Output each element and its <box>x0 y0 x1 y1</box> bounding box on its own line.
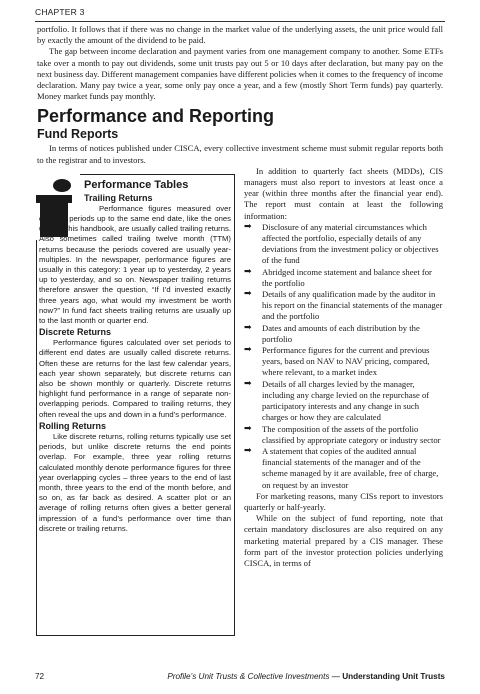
list-item: ➡ Details of all charges levied by the manager, including any charge levied on the repurchase of participatory interests and any change in such charges or how they are calculated <box>244 378 430 423</box>
arrow-bullet-icon: ➡ <box>244 266 252 277</box>
performance-tables-sidebar <box>36 174 235 636</box>
intro-paragraph-2: The gap between income declaration and payment varies from one management company to another. Some ETFs take over a month to pay out dividends, some unit trusts pay out 5 or 10 days after declaration, but many pay on the next business day. Different management companies have different policies when it comes to the frequency of income declaration. Many pay twice a year, some only pay once a year, and a few (mostly Short Term funds) pay quarterly. Money market funds pay monthly. <box>37 46 443 102</box>
intro-paragraph-1: portfolio. It follows that if there was no change in the market value of the underlying assets, the unit price would fall by exactly the amount of the dividend to be paid. <box>37 24 443 46</box>
list-item: ➡ Dates and amounts of each distribution by the portfolio <box>244 322 420 344</box>
sidebar-heading-rolling: Rolling Returns <box>39 420 106 431</box>
arrow-bullet-icon: ➡ <box>244 423 252 434</box>
page-number: 72 <box>35 672 45 681</box>
arrow-bullet-icon: ➡ <box>244 345 252 356</box>
arrow-bullet-icon: ➡ <box>244 322 252 333</box>
page-content <box>37 24 443 636</box>
list-item: ➡ Abridged income statement and balance sheet for the portfolio <box>244 266 432 288</box>
book-title: Profile’s Unit Trusts & Collective Investments — Understanding Unit Trusts <box>167 672 445 681</box>
list-item: ➡ A statement that copies of the audited annual financial statements of the manager and of the scheme managed by it are available, free of charge, on request by an investor <box>244 445 439 490</box>
arrow-bullet-icon: ➡ <box>244 445 252 456</box>
list-item: ➡ Details of any qualification made by the auditor in his report on the financial statements of the manager and the portfolio <box>244 289 443 322</box>
sidebar-text-rolling: Like discrete returns, rolling returns typically use set periods, but unlike discrete returns the end points overlap. For example, three year rolling returns calculated monthly denote performance figures for three year overlapping cycles – three years to the end of last month, three years to the end of the month before, and so on, as far back as desired. A scatter plot or an average of rolling returns often gives a better general impression of a fund’s performance over time than discrete or trailing returns. <box>39 431 231 533</box>
list-item: ➡ The composition of the assets of the portfolio classified by appropriate category or industry sector <box>244 423 441 445</box>
sidebar-text-trailing: Performance figures measured over different periods up to the same end date, like the ones used in this handbook, are usually called trailing returns. Also sometimes called trailing twelve month (TTM) returns because the periods covered are usually year-multiples. In the newspaper, performance figures are usually in this category: 1 year up to yesterday, 2 years up to yesterday, and so on. Newspaper trailing returns therefore answer the question, “If I’d invested exactly three years ago, what would my investment be worth now?” In fund fact sheets trailing returns are usually up to the last month or quarter end. <box>39 203 231 326</box>
report-requirements-list <box>244 222 443 491</box>
disclosure-paragraph: While on the subject of fund reporting, note that certain mandatory disclosures are also required on any marketing material prepared by a CIS manager. These form part of the investor protection policies underlying CISCA, in terms of <box>244 513 443 568</box>
arrow-bullet-icon: ➡ <box>244 221 252 232</box>
section-lead: In terms of notices published under CISCA, every collective investment scheme must submit regular reports both to the registrar and to investors. <box>37 143 443 165</box>
list-item: ➡ Disclosure of any material circumstances which affected the portfolio, especially details of any deviations from the investment policy or objectives of the fund <box>244 221 439 266</box>
sidebar-text-discrete: Performance figures calculated over set periods to different end dates are usually called discrete returns. Often these are returns for the last few calendar years, each year shown separately, but discrete returns can also be shown monthly or quarterly. Discrete returns highlight fund performance in a range of separate non-overlapping periods. Compared to trailing returns, they often reveal the ups and down in a fund’s performance. <box>39 338 231 419</box>
arrow-bullet-icon: ➡ <box>244 378 252 389</box>
marketing-paragraph: For marketing reasons, many CISs report to investors quarterly or half-yearly. <box>244 490 443 512</box>
header-rule <box>35 21 445 22</box>
section-title: Performance and Reporting <box>37 106 275 127</box>
sidebar-title: Performance Tables <box>84 178 189 191</box>
report-intro: In addition to quarterly fact sheets (MDDs), CIS managers must also report to investors at least once a year (within three months after the financial year end). The report must contain at least the following information: <box>244 165 443 221</box>
sidebar-heading-discrete: Discrete Returns <box>39 327 112 338</box>
section-subtitle: Fund Reports <box>37 127 119 142</box>
sidebar-heading-trailing: Trailing Returns <box>84 192 153 203</box>
two-column-area <box>37 166 443 636</box>
right-column <box>244 166 443 569</box>
list-item: ➡ Performance figures for the current and previous years, based on NAV to NAV pricing, compared, where relevant, to a market index <box>244 345 430 378</box>
chapter-heading: CHAPTER 3 <box>35 7 85 17</box>
arrow-bullet-icon: ➡ <box>244 289 252 300</box>
